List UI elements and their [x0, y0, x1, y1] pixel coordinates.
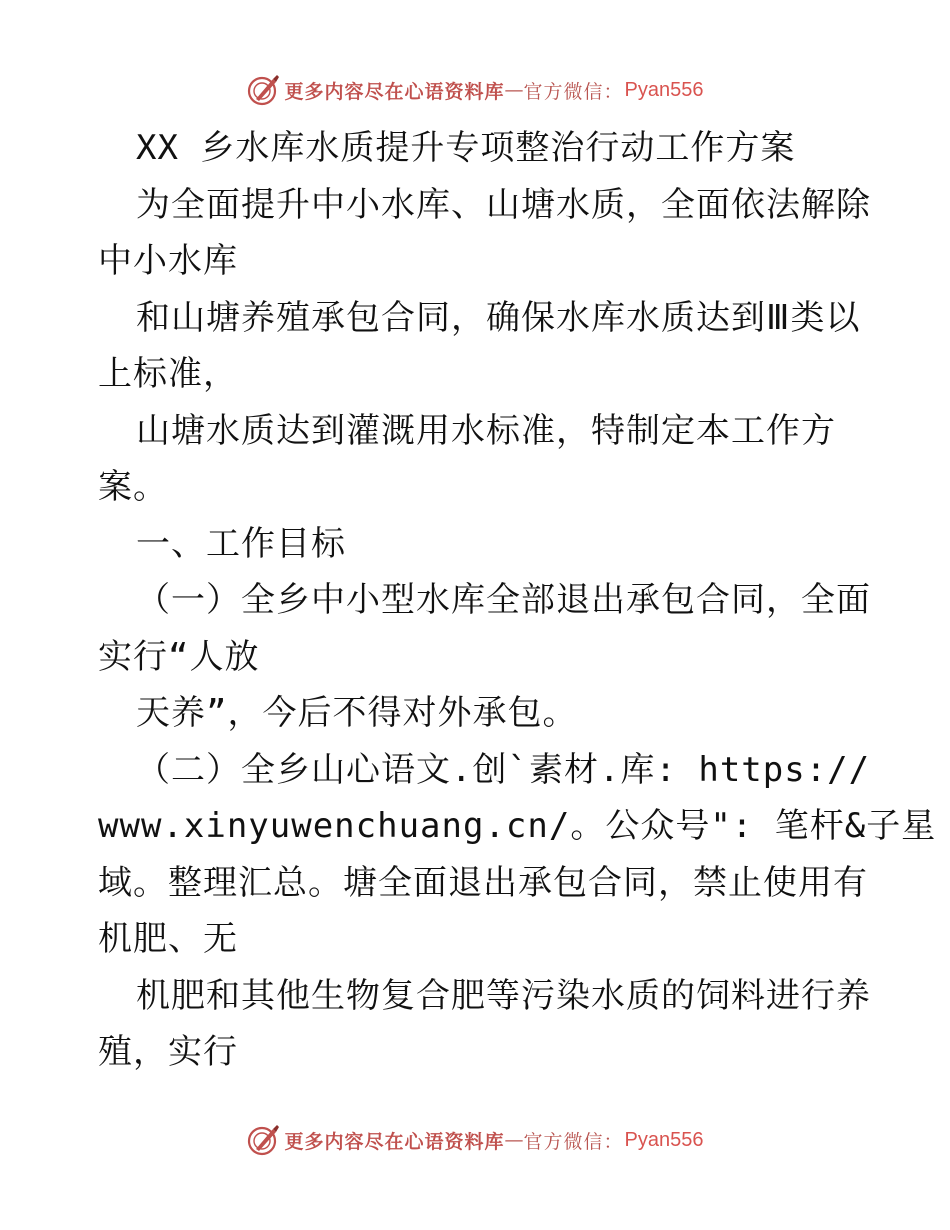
paragraph-line: 和山塘养殖承包合同，确保水库水质达到Ⅲ类以 [136, 297, 861, 338]
watermark-handle: Pyan556 [624, 1128, 704, 1151]
paragraph-line: 实行“人放 [98, 636, 260, 677]
watermark-colon: ： [603, 1130, 623, 1153]
paragraph-line: 山塘水质达到灌溉用水标准，特制定本工作方 [136, 410, 836, 451]
watermark-colon: ： [603, 80, 623, 103]
document-body [98, 120, 937, 1081]
watermark-site-name: 更多内容尽在心语资料库 [284, 80, 505, 103]
quill-pen-logo-icon [246, 1123, 280, 1157]
watermark-separator: — [504, 1129, 524, 1151]
section-heading: 一、工作目标 [136, 523, 346, 564]
watermark-site-name: 更多内容尽在心语资料库 [284, 1130, 505, 1153]
paragraph-line: （二）全乡山心语文.创`素材.库: https:// [136, 749, 871, 790]
watermark-account-label: 官方微信 [523, 1130, 604, 1153]
paragraph-line: 机肥、无 [98, 919, 238, 959]
paragraph-line: 域。整理汇总。塘全面退出承包合同，禁止使用有 [98, 862, 868, 903]
watermark-handle: Pyan556 [624, 78, 704, 101]
paragraph-line: （一）全乡中小型水库全部退出承包合同，全面 [136, 580, 871, 620]
header-watermark-banner [0, 70, 950, 110]
paragraph-line: 中小水库 [98, 241, 238, 281]
paragraph-line: 殖，实行 [98, 1032, 238, 1072]
watermark-account-label: 官方微信 [523, 80, 604, 103]
paragraph-line: www.xinyuwenchuang.cn/。公众号": 笔杆&子星 [98, 806, 937, 846]
document-title: XX 乡水库水质提升专项整治行动工作方案 [136, 128, 796, 168]
paragraph-line: 机肥和其他生物复合肥等污染水质的饲料进行养 [136, 975, 871, 1016]
paragraph-line: 上标准， [98, 354, 238, 394]
footer-watermark-banner [0, 1120, 950, 1160]
quill-pen-logo-icon [246, 73, 280, 107]
watermark-separator: — [504, 79, 524, 101]
paragraph-line: 天养”，今后不得对外承包。 [136, 693, 578, 733]
paragraph-line: 为全面提升中小水库、山塘水质，全面依法解除 [136, 184, 871, 225]
paragraph-line: 案。 [98, 467, 168, 507]
